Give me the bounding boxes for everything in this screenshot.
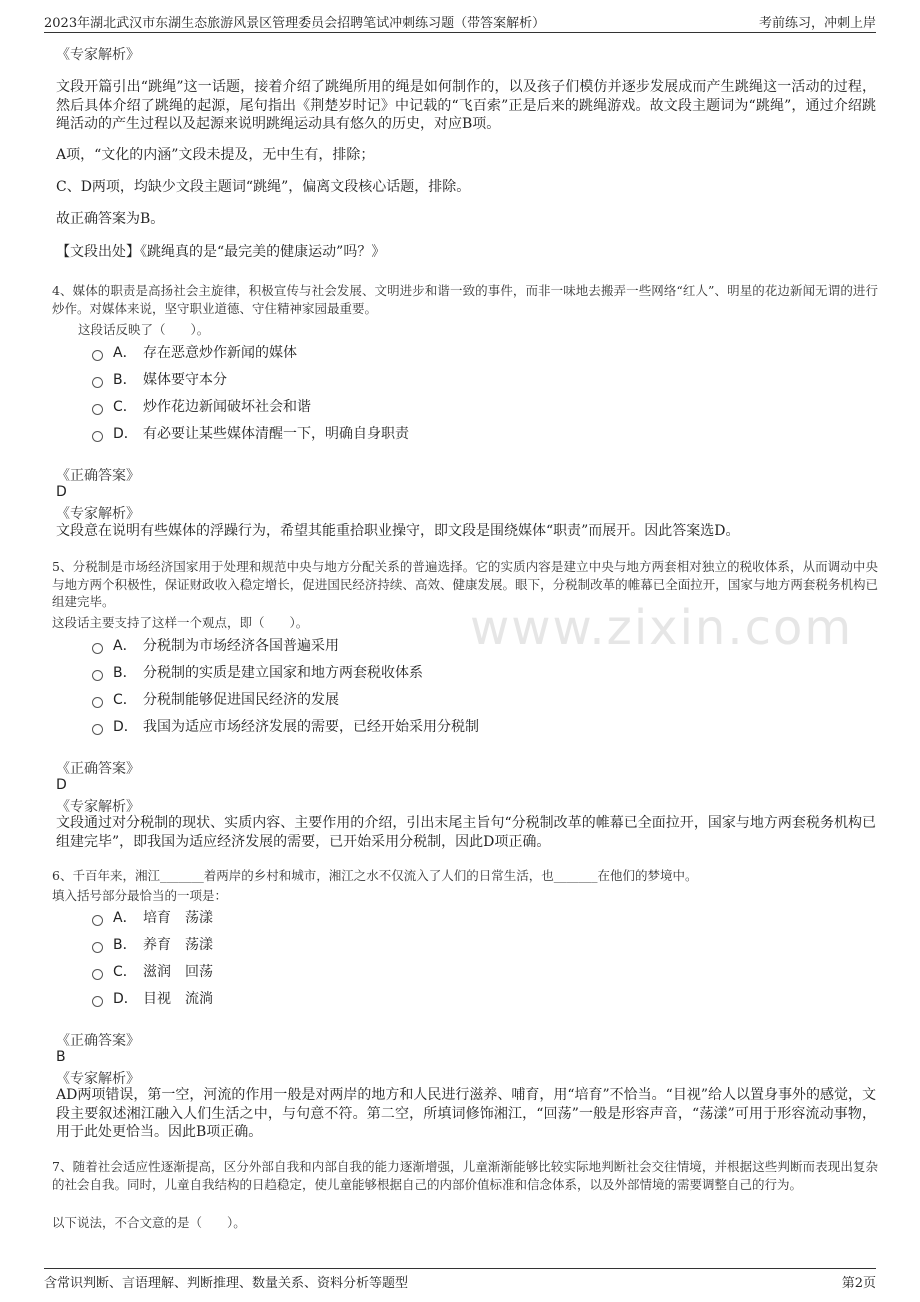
footer-note: 含常识判断、言语理解、判断推理、数量关系、资料分析等题型	[44, 1276, 409, 1291]
radio-icon[interactable]	[92, 350, 103, 361]
q5-stem: 5、分税制是市场经济国家用于处理和规范中央与地方分配关系的普遍选择。它的实质内容是建立中央与地方两套相对独立的税收体系，从而调动中央与地方两个积极性，保证财政收入稳定增长，促进国民经济持续、高效、健康发展。眼下，分税制改革的帷幕已全面拉开，国家与地方两套税务机构已组建完毕。	[52, 559, 878, 609]
q6-stem: 6、千百年来，湘江_______着两岸的乡村和城市，湘江之水不仅流入了人们的日常生活，也_______在他们的梦境中。	[52, 868, 698, 883]
q5-option-c[interactable]: C． 分税制能够促进国民经济的发展	[92, 689, 339, 709]
q6-analysis-label: 《专家解析》	[56, 1071, 140, 1087]
q4-answer-label: 《正确答案》	[56, 468, 140, 484]
q5-option-d[interactable]: D． 我国为适应市场经济发展的需要，已经开始采用分税制	[92, 716, 479, 736]
radio-icon[interactable]	[92, 377, 103, 388]
radio-icon[interactable]	[92, 404, 103, 415]
q6-option-c[interactable]: C． 滋润 回荡	[92, 961, 213, 981]
q5-option-a[interactable]: A． 分税制为市场经济各国普遍采用	[92, 635, 339, 655]
q4-option-c[interactable]: C． 炒作花边新闻破坏社会和谐	[92, 396, 311, 416]
q6-analysis: AD两项错误，第一空，河流的作用一般是对两岸的地方和人民进行滋养、哺育，用“培育”不恰当。“目视”给人以置身事外的感觉，文段主要叙述湘江融入人们生活之中，与句意不符。第二空，所填词修饰湘江，“回荡”一般是形容声音，“荡漾”可用于形容流动事物，用于此处更恰当。因此B项正确。	[56, 1087, 876, 1140]
q6-prompt: 填入括号部分最恰当的一项是：	[52, 888, 228, 903]
q7-stem: 7、随着社会适应性逐渐提高，区分外部自我和内部自我的能力逐渐增强，儿童渐渐能够比较实际地判断社会交往情境，并根据这些判断而表现出复杂的社会自我。同时，儿童自我结构的日趋稳定，使儿童能够根据自己的内部价值标准和信念体系，以及外部情境的需要调整自己的行为。	[52, 1159, 878, 1192]
q6-option-a[interactable]: A． 培育 荡漾	[92, 907, 213, 927]
q5-prompt: 这段话主要支持了这样一个观点，即（ ）。	[52, 615, 309, 630]
q4-option-d[interactable]: D． 有必要让某些媒体清醒一下，明确自身职责	[92, 423, 409, 443]
q4-answer: D	[56, 484, 67, 500]
q5-analysis: 文段通过对分税制的现状、实质内容、主要作用的介绍，引出末尾主旨句“分税制改革的帷幕已全面拉开，国家与地方两套税务机构已组建完毕”，即我国为适应经济发展的需要，已开始采用分税制，因此D项正确。	[56, 815, 876, 850]
radio-icon[interactable]	[92, 942, 103, 953]
radio-icon[interactable]	[92, 915, 103, 926]
q4-option-a[interactable]: A． 存在恶意炒作新闻的媒体	[92, 342, 297, 362]
radio-icon[interactable]	[92, 724, 103, 735]
radio-icon[interactable]	[92, 670, 103, 681]
q3-analysis-p4: 故正确答案为B。	[56, 211, 165, 227]
radio-icon[interactable]	[92, 431, 103, 442]
radio-icon[interactable]	[92, 697, 103, 708]
q3-analysis-p2: A项，“文化的内涵”文段未提及，无中生有，排除；	[56, 147, 375, 163]
q6-answer: B	[56, 1049, 66, 1065]
q3-source: 【文段出处】《跳绳真的是“最完美的健康运动”吗？》	[56, 244, 386, 260]
radio-icon[interactable]	[92, 996, 103, 1007]
q4-option-b[interactable]: B． 媒体要守本分	[92, 369, 227, 389]
q3-analysis-label: 《专家解析》	[56, 47, 140, 63]
q4-analysis-label: 《专家解析》	[56, 506, 140, 522]
page-number: 第2页	[841, 1276, 876, 1291]
page-footer	[44, 1268, 876, 1291]
radio-icon[interactable]	[92, 643, 103, 654]
q6-option-b[interactable]: B． 养育 荡漾	[92, 934, 213, 954]
radio-icon[interactable]	[92, 969, 103, 980]
q3-analysis-p1: 文段开篇引出“跳绳”这一话题，接着介绍了跳绳所用的绳是如何制作的，以及孩子们模仿并逐步发展成而产生跳绳这一活动的过程，然后具体介绍了跳绳的起源，尾句指出《荆楚岁时记》中记载的“飞百索”正是后来的跳绳游戏。故文段主题词为“跳绳”，通过介绍跳绳活动的产生过程以及起源来说明跳绳运动具有悠久的历史，对应B项。	[56, 79, 876, 132]
q3-analysis-p3: C、D两项，均缺少文段主题词“跳绳”，偏离文段核心话题，排除。	[56, 179, 471, 195]
q4-stem: 4、媒体的职责是高扬社会主旋律，积极宣传与社会发展、文明进步和谐一致的事件，而非一味地去搬弄一些网络“红人”、明星的花边新闻无谓的进行炒作。对媒体来说，坚守职业道德、守住精神家园最重要。	[52, 283, 878, 316]
header-title: 2023年湖北武汉市东湖生态旅游风景区管理委员会招聘笔试冲刺练习题（带答案解析）	[44, 15, 546, 31]
q6-option-d[interactable]: D． 目视 流淌	[92, 988, 213, 1008]
q4-analysis: 文段意在说明有些媒体的浮躁行为，希望其能重拾职业操守，即文段是围绕媒体“职责”而展开。因此答案选D。	[56, 523, 740, 539]
q5-answer: D	[56, 777, 67, 793]
q5-answer-label: 《正确答案》	[56, 761, 140, 777]
q4-prompt: 这段话反映了（ ）。	[78, 322, 210, 337]
watermark: www.zixin.com	[470, 600, 854, 656]
page-header	[44, 10, 876, 33]
header-slogan: 考前练习，冲刺上岸	[758, 15, 876, 31]
q7-prompt: 以下说法，不合文意的是（ ）。	[52, 1215, 246, 1230]
q6-answer-label: 《正确答案》	[56, 1033, 140, 1049]
q5-analysis-label: 《专家解析》	[56, 799, 140, 815]
q5-option-b[interactable]: B． 分税制的实质是建立国家和地方两套税收体系	[92, 662, 423, 682]
